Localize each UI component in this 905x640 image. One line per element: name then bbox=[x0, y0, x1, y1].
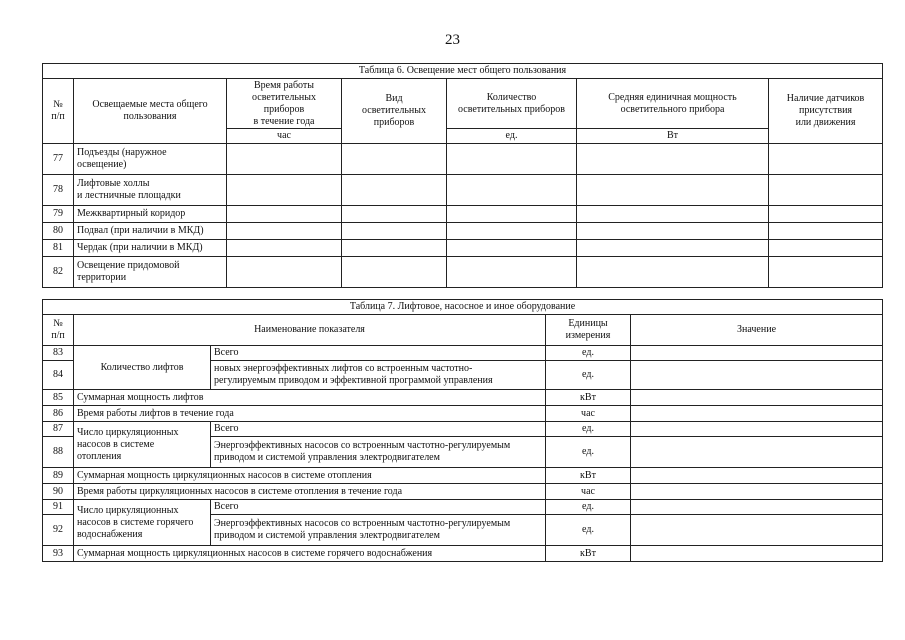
row-place: Подъезды (наружное освещение) bbox=[74, 144, 227, 175]
header-num: № п/п bbox=[43, 79, 74, 144]
unit-power: Вт bbox=[577, 129, 769, 144]
cell-value bbox=[631, 361, 883, 390]
cell-type bbox=[342, 240, 447, 257]
cell-type bbox=[342, 144, 447, 175]
row-group: Число циркуляционных насосов в системе отопления bbox=[74, 422, 211, 468]
table-7-body bbox=[43, 300, 883, 562]
header-name: Наименование показателя bbox=[74, 315, 546, 346]
cell-sensors bbox=[769, 175, 883, 206]
row-unit: кВт bbox=[546, 390, 631, 406]
cell-power bbox=[577, 257, 769, 288]
row-unit: ед. bbox=[546, 500, 631, 515]
row-name: Суммарная мощность циркуляционных насосов в системе отопления bbox=[74, 468, 546, 484]
row-unit: час bbox=[546, 484, 631, 500]
row-num: 84 bbox=[43, 361, 74, 390]
cell-count bbox=[447, 240, 577, 257]
unit-time: час bbox=[227, 129, 342, 144]
cell-value bbox=[631, 406, 883, 422]
cell-sensors bbox=[769, 144, 883, 175]
row-sub: новых энергоэффективных лифтов со встроенным частотно- регулируемым приводом и эффективной программой управления bbox=[211, 361, 546, 390]
header-type: Вид осветительных приборов bbox=[342, 79, 447, 144]
table-row bbox=[43, 484, 883, 500]
table-row bbox=[43, 240, 883, 257]
row-unit: ед. bbox=[546, 361, 631, 390]
table-6-lighting bbox=[42, 63, 883, 288]
row-group: Количество лифтов bbox=[74, 346, 211, 390]
header-sensors: Наличие датчиков присутствия или движения bbox=[769, 79, 883, 144]
cell-type bbox=[342, 257, 447, 288]
table-6-caption-row bbox=[43, 64, 883, 79]
cell-value bbox=[631, 437, 883, 468]
cell-time bbox=[227, 223, 342, 240]
cell-value bbox=[631, 515, 883, 546]
row-group: Число циркуляционных насосов в системе горячего водоснабжения bbox=[74, 500, 211, 546]
cell-time bbox=[227, 175, 342, 206]
header-count: Количество осветительных приборов bbox=[447, 79, 577, 129]
table-7-caption-row bbox=[43, 300, 883, 315]
cell-power bbox=[577, 175, 769, 206]
row-num: 80 bbox=[43, 223, 74, 240]
header-unit: Единицы измерения bbox=[546, 315, 631, 346]
table-row bbox=[43, 390, 883, 406]
table-row bbox=[43, 500, 883, 515]
row-num: 91 bbox=[43, 500, 74, 515]
row-num: 85 bbox=[43, 390, 74, 406]
cell-power bbox=[577, 206, 769, 223]
row-num: 79 bbox=[43, 206, 74, 223]
row-place: Межквартирный коридор bbox=[74, 206, 227, 223]
cell-sensors bbox=[769, 223, 883, 240]
cell-sensors bbox=[769, 257, 883, 288]
table-6-body bbox=[43, 64, 883, 288]
row-unit: ед. bbox=[546, 515, 631, 546]
cell-count bbox=[447, 175, 577, 206]
row-place: Подвал (при наличии в МКД) bbox=[74, 223, 227, 240]
table-6-caption: Таблица 6. Освещение мест общего пользования bbox=[43, 64, 883, 79]
cell-value bbox=[631, 390, 883, 406]
header-power: Средняя единичная мощность осветительного прибора bbox=[577, 79, 769, 129]
table-row bbox=[43, 223, 883, 240]
row-num: 90 bbox=[43, 484, 74, 500]
row-unit: кВт bbox=[546, 546, 631, 562]
unit-count: ед. bbox=[447, 129, 577, 144]
row-num: 81 bbox=[43, 240, 74, 257]
cell-value bbox=[631, 422, 883, 437]
row-unit: ед. bbox=[546, 422, 631, 437]
row-num: 93 bbox=[43, 546, 74, 562]
cell-time bbox=[227, 257, 342, 288]
row-sub: Энергоэффективных насосов со встроенным частотно-регулируемым приводом и системой управления электродвигателем bbox=[211, 437, 546, 468]
table-row bbox=[43, 422, 883, 437]
row-num: 92 bbox=[43, 515, 74, 546]
row-sub: Всего bbox=[211, 500, 546, 515]
row-name: Суммарная мощность циркуляционных насосов в системе горячего водоснабжения bbox=[74, 546, 546, 562]
row-sub: Всего bbox=[211, 346, 546, 361]
row-num: 82 bbox=[43, 257, 74, 288]
table-6-header-row bbox=[43, 79, 883, 129]
cell-time bbox=[227, 240, 342, 257]
row-place: Освещение придомовой территории bbox=[74, 257, 227, 288]
table-row bbox=[43, 206, 883, 223]
row-num: 83 bbox=[43, 346, 74, 361]
table-row bbox=[43, 175, 883, 206]
cell-value bbox=[631, 484, 883, 500]
table-row bbox=[43, 257, 883, 288]
row-place: Чердак (при наличии в МКД) bbox=[74, 240, 227, 257]
row-name: Время работы циркуляционных насосов в системе отопления в течение года bbox=[74, 484, 546, 500]
cell-type bbox=[342, 206, 447, 223]
table-7-caption: Таблица 7. Лифтовое, насосное и иное оборудование bbox=[43, 300, 883, 315]
page-number: 23 bbox=[445, 32, 460, 48]
row-num: 88 bbox=[43, 437, 74, 468]
row-unit: кВт bbox=[546, 468, 631, 484]
cell-power bbox=[577, 240, 769, 257]
row-unit: ед. bbox=[546, 346, 631, 361]
header-num: № п/п bbox=[43, 315, 74, 346]
header-time: Время работы осветительных приборов в течение года bbox=[227, 79, 342, 129]
cell-count bbox=[447, 144, 577, 175]
row-name: Суммарная мощность лифтов bbox=[74, 390, 546, 406]
cell-time bbox=[227, 206, 342, 223]
cell-value bbox=[631, 346, 883, 361]
row-unit: ед. bbox=[546, 437, 631, 468]
cell-time bbox=[227, 144, 342, 175]
table-7-header-row bbox=[43, 315, 883, 346]
cell-value bbox=[631, 546, 883, 562]
row-place: Лифтовые холлы и лестничные площадки bbox=[74, 175, 227, 206]
table-row bbox=[43, 406, 883, 422]
table-row bbox=[43, 468, 883, 484]
row-num: 77 bbox=[43, 144, 74, 175]
cell-count bbox=[447, 206, 577, 223]
cell-power bbox=[577, 144, 769, 175]
row-num: 87 bbox=[43, 422, 74, 437]
cell-value bbox=[631, 468, 883, 484]
table-7-equipment bbox=[42, 299, 883, 562]
cell-type bbox=[342, 175, 447, 206]
cell-count bbox=[447, 223, 577, 240]
header-place: Освещаемые места общего пользования bbox=[74, 79, 227, 144]
cell-sensors bbox=[769, 240, 883, 257]
row-sub: Энергоэффективных насосов со встроенным частотно-регулируемым приводом и системой управления электродвигателем bbox=[211, 515, 546, 546]
header-value: Значение bbox=[631, 315, 883, 346]
row-sub: Всего bbox=[211, 422, 546, 437]
row-num: 89 bbox=[43, 468, 74, 484]
table-row bbox=[43, 546, 883, 562]
cell-sensors bbox=[769, 206, 883, 223]
row-name: Время работы лифтов в течение года bbox=[74, 406, 546, 422]
table-row bbox=[43, 346, 883, 361]
cell-count bbox=[447, 257, 577, 288]
table-row bbox=[43, 144, 883, 175]
row-num: 86 bbox=[43, 406, 74, 422]
cell-type bbox=[342, 223, 447, 240]
row-num: 78 bbox=[43, 175, 74, 206]
cell-power bbox=[577, 223, 769, 240]
row-unit: час bbox=[546, 406, 631, 422]
cell-value bbox=[631, 500, 883, 515]
